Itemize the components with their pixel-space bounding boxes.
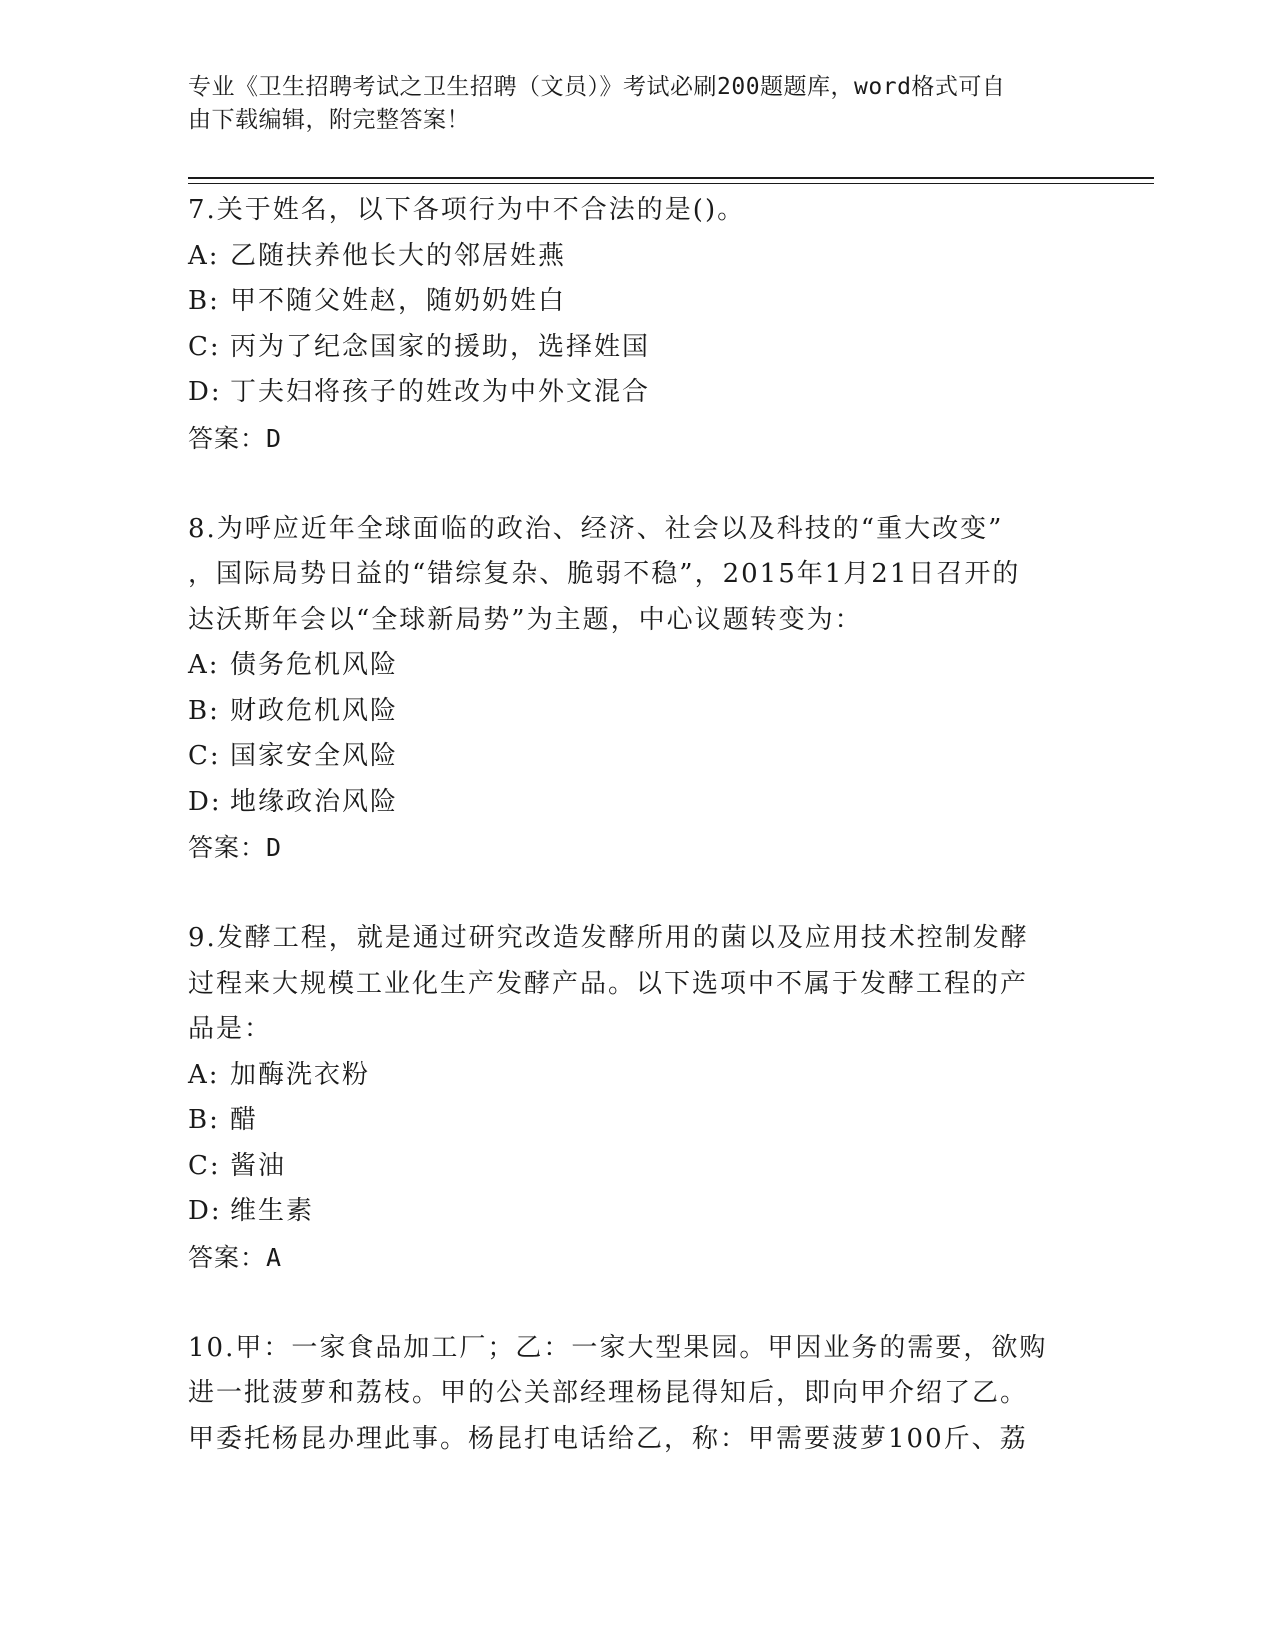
option-d	[188, 780, 1088, 826]
option-text: 丙为了纪念国家的援助，选择姓国	[230, 331, 651, 362]
option-a	[188, 234, 1088, 280]
question-8	[188, 507, 1088, 871]
option-text: 加酶洗衣粉	[230, 1059, 371, 1090]
option-text: 丁夫妇将孩子的姓改为中外文混合	[230, 377, 651, 407]
option-c	[188, 325, 1088, 371]
header-line-2: 由下载编辑，附完整答案！	[188, 107, 470, 133]
stem-line: 品是：	[188, 1014, 273, 1044]
question-stem	[188, 1326, 1088, 1463]
option-key: B:	[188, 286, 220, 316]
question-10	[188, 1326, 1088, 1463]
option-key: A:	[188, 1059, 220, 1090]
option-key: D:	[188, 1196, 222, 1226]
option-text: 甲不随父姓赵，随奶奶姓白	[230, 286, 567, 316]
stem-line: 10.甲：一家食品加工厂；乙：一家大型果园。甲因业务的需要，欲购	[188, 1332, 1048, 1363]
option-key: C:	[188, 331, 221, 362]
question-9	[188, 916, 1088, 1280]
stem-line: 甲委托杨昆办理此事。杨昆打电话给乙，称：甲需要菠萝100斤、荔	[188, 1423, 1028, 1454]
stem-line: 9.发酵工程，就是通过研究改造发酵所用的菌以及应用技术控制发酵	[188, 923, 1029, 953]
option-key: D:	[188, 786, 222, 817]
header-divider-thin	[188, 183, 1154, 184]
answer-line: 答案：D	[188, 423, 283, 453]
option-text: 醋	[230, 1105, 259, 1135]
option-c	[188, 1144, 1088, 1190]
option-text: 乙随扶养他长大的邻居姓燕	[230, 240, 567, 271]
option-text: 国家安全风险	[230, 741, 399, 771]
option-a	[188, 1053, 1088, 1099]
option-b	[188, 279, 1088, 325]
option-b	[188, 689, 1088, 735]
option-c	[188, 734, 1088, 780]
stem-line: 8.为呼应近年全球面临的政治、经济、社会以及科技的“重大改变”	[188, 513, 1004, 544]
option-key: C:	[188, 1150, 221, 1181]
stem-line: ，国际局势日益的“错综复杂、脆弱不稳”，2015年1月21日召开的	[188, 559, 1021, 589]
question-stem	[188, 916, 1088, 1053]
option-d	[188, 370, 1088, 416]
option-key: C:	[188, 741, 221, 771]
question-stem	[188, 188, 1088, 234]
question-7	[188, 188, 1088, 461]
header-divider-thick	[188, 177, 1154, 179]
header-line-1: 专业《卫生招聘考试之卫生招聘（文员）》考试必刷200题题库，word格式可自	[188, 74, 1006, 100]
document-header	[188, 71, 1088, 137]
option-key: A:	[188, 650, 220, 680]
stem-line: 7.关于姓名，以下各项行为中不合法的是()。	[188, 195, 746, 225]
option-d	[188, 1189, 1088, 1235]
option-key: B:	[188, 1105, 220, 1135]
stem-line: 进一批菠萝和荔枝。甲的公关部经理杨昆得知后，即向甲介绍了乙。	[188, 1378, 1029, 1408]
option-text: 财政危机风险	[230, 695, 399, 726]
option-key: A:	[188, 240, 220, 271]
question-stem	[188, 507, 1088, 644]
stem-line: 达沃斯年会以“全球新局势”为主题，中心议题转变为：	[188, 604, 863, 635]
option-key: D:	[188, 377, 222, 407]
answer-line: 答案：A	[188, 1242, 283, 1272]
answer-line: 答案：D	[188, 833, 283, 862]
option-text: 酱油	[230, 1150, 287, 1181]
stem-line: 过程来大规模工业化生产发酵产品。以下选项中不属于发酵工程的产	[188, 968, 1029, 999]
question-list	[188, 188, 1088, 1462]
option-text: 债务危机风险	[230, 650, 399, 680]
option-key: B:	[188, 695, 220, 726]
option-text: 维生素	[230, 1196, 315, 1226]
option-b	[188, 1098, 1088, 1144]
option-text: 地缘政治风险	[230, 786, 399, 817]
option-a	[188, 643, 1088, 689]
